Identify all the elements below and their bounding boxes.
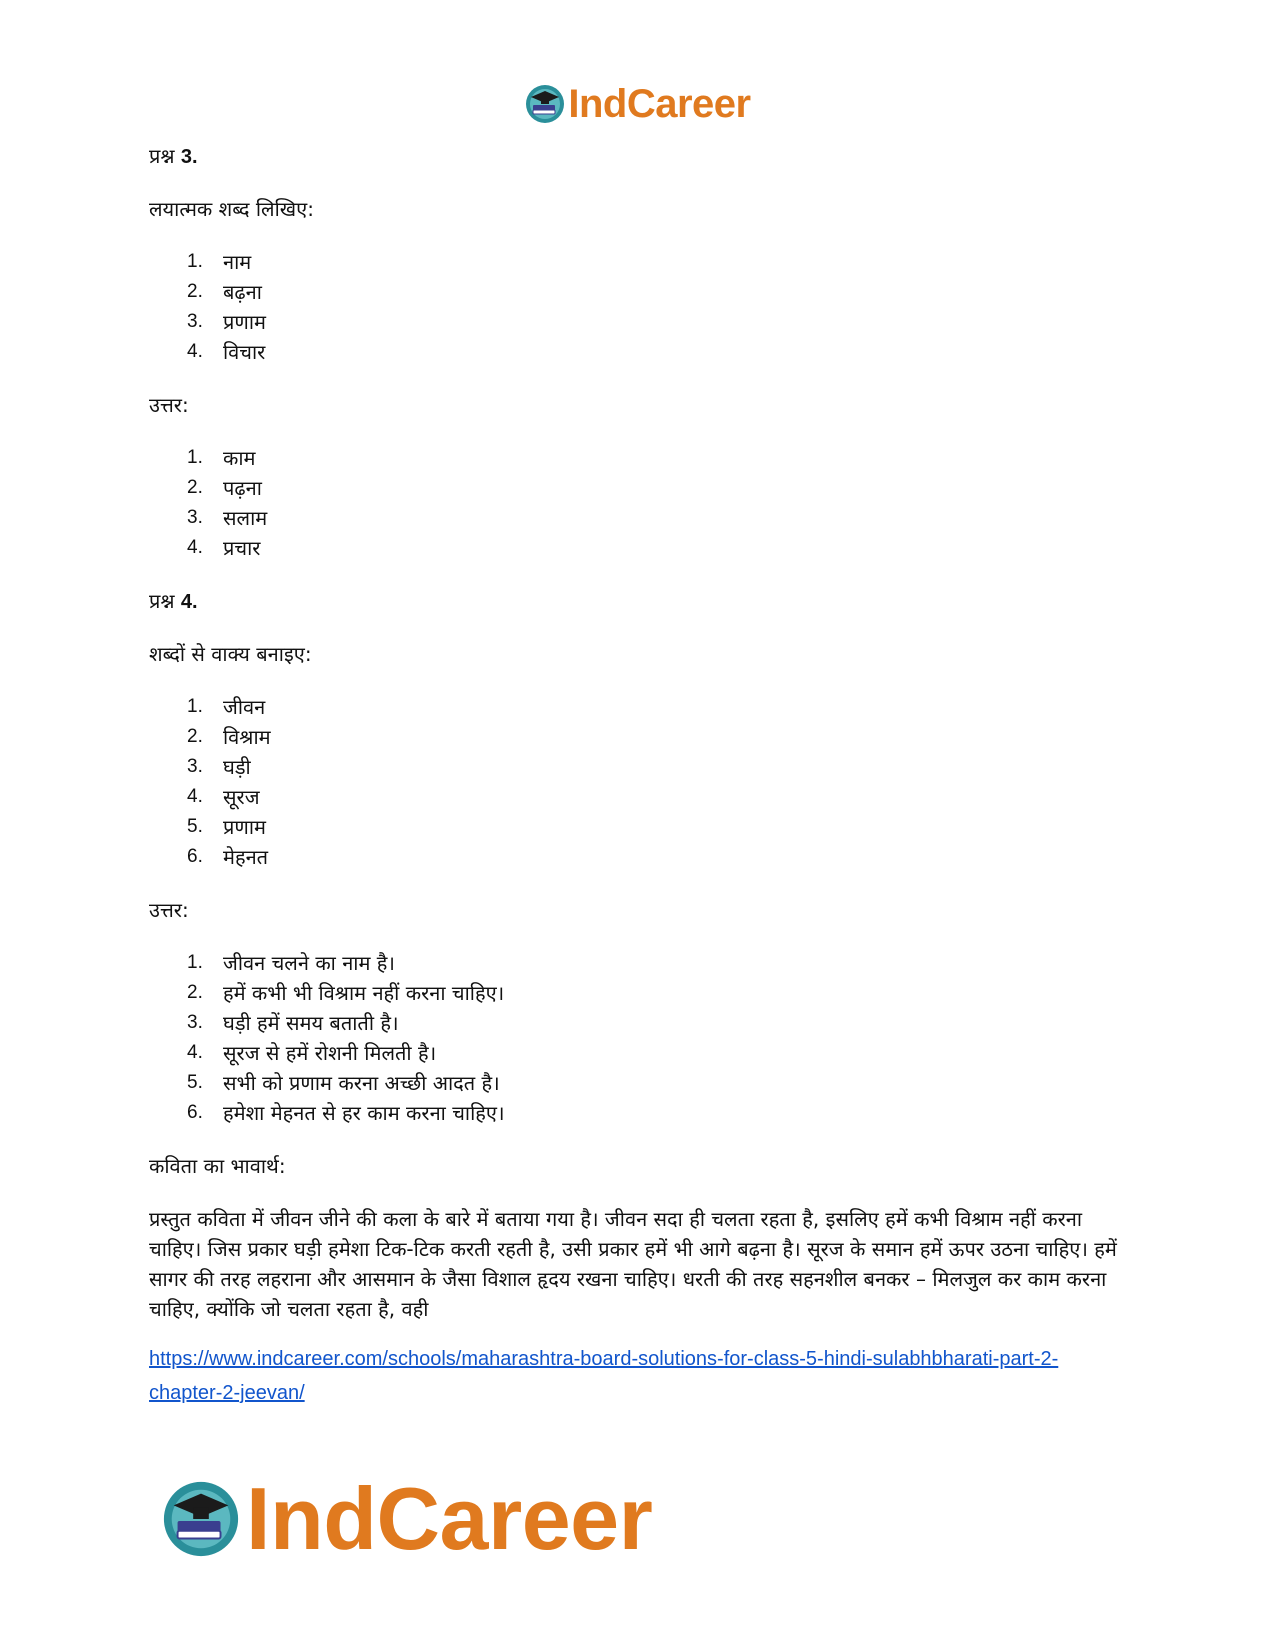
list-item [187,1068,1129,1098]
list-item [187,752,1129,782]
list-text: विचार [223,340,266,364]
list-text: सूरज [223,785,260,809]
list-number: 2. [187,281,203,302]
list-number: 1. [187,696,203,717]
footer-logo [160,1468,653,1568]
list-number: 1. [187,447,203,468]
list-item [187,307,1129,337]
list-number: 4. [187,1042,203,1063]
logo-text: IndCareer [568,81,751,126]
list-text: जीवन चलने का नाम है। [223,951,396,975]
list-number: 3. [187,1012,203,1033]
question-4-prompt: शब्दों से वाक्य बनाइए: [149,642,312,666]
question-number: 4. [180,591,198,613]
list-number: 3. [187,507,203,528]
question-number: 3. [180,146,198,168]
list-item [187,1098,1129,1128]
list-text: पढ़ना [223,476,262,500]
list-number: 1. [187,251,203,272]
list-text: प्रचार [223,536,261,560]
list-number: 4. [187,786,203,807]
list-text: मेहनत [223,845,269,869]
list-text: नाम [223,250,252,274]
list-item [187,337,1129,367]
question-3-answers [149,443,1129,563]
list-text: घड़ी [223,755,251,779]
list-number: 1. [187,952,203,973]
list-item [187,503,1129,533]
list-text: विश्राम [223,725,271,749]
list-number: 2. [187,726,203,747]
question-label: प्रश्न [149,144,175,168]
list-text: बढ़ना [223,280,262,304]
list-item [187,277,1129,307]
list-item [187,782,1129,812]
list-number: 4. [187,537,203,558]
list-number: 3. [187,311,203,332]
summary-heading: कविता का भावार्थ: [149,1154,286,1178]
list-text: सूरज से हमें रोशनी मिलती है। [223,1041,437,1065]
list-item [187,473,1129,503]
list-number: 4. [187,341,203,362]
list-item [187,247,1129,277]
list-number: 3. [187,756,203,777]
question-label: प्रश्न [149,589,175,613]
list-number: 6. [187,846,203,867]
list-text: सभी को प्रणाम करना अच्छी आदत है। [223,1071,500,1095]
list-text: प्रणाम [223,310,266,334]
list-item [187,842,1129,872]
list-item [187,692,1129,722]
summary-paragraph: प्रस्तुत कविता में जीवन जीने की कला के बारे में बताया गया है। जीवन सदा ही चलता रहता है, इसलिए हमें कभी विश्राम नहीं करना चाहिए। जिस प्रकार घड़ी हमेशा टिक-टिक करती रहती है, उसी प्रकार हमें भी आगे बढ़ना है। सूरज के समान हमें ऊपर उठना चाहिए। हमें सागर की तरह लहराना और आसमान के जैसा विशाल हृदय रखना चाहिए। धरती की तरह सहनशील बनकर – मिलजुल कर काम करना चाहिए, क्योंकि जो चलता रहता है, वही [149,1207,1117,1321]
list-item [187,948,1129,978]
list-text: हमेशा मेहनत से हर काम करना चाहिए। [223,1101,505,1125]
list-text: सलाम [223,506,268,530]
list-text: घड़ी हमें समय बताती है। [223,1011,399,1035]
list-number: 5. [187,816,203,837]
list-text: प्रणाम [223,815,266,839]
list-item [187,722,1129,752]
list-item [187,533,1129,563]
list-text: हमें कभी भी विश्राम नहीं करना चाहिए। [223,981,505,1005]
document-body [149,142,1129,1410]
graduation-cap-book-icon [524,83,566,125]
list-item [187,443,1129,473]
question-4-answer-label: उत्तर: [149,898,189,922]
graduation-cap-book-icon [160,1478,242,1560]
question-4-answers [149,948,1129,1128]
logo-text: IndCareer [246,1469,653,1568]
list-item [187,1008,1129,1038]
list-item [187,1038,1129,1068]
list-item [187,812,1129,842]
question-3-heading [149,142,1129,171]
list-number: 5. [187,1072,203,1093]
question-3-items [149,247,1129,367]
list-number: 2. [187,477,203,498]
list-text: काम [223,446,256,470]
question-4-heading [149,587,1129,616]
list-number: 2. [187,982,203,1003]
source-link[interactable]: https://www.indcareer.com/schools/maharashtra-board-solutions-for-class-5-hindi-sulabhbharati-part-2-chapter-2-jeevan/ [149,1348,1059,1404]
list-number: 6. [187,1102,203,1123]
list-text: जीवन [223,695,266,719]
question-4-items [149,692,1129,872]
list-item [187,978,1129,1008]
header-logo [0,78,1275,130]
question-3-prompt: लयात्मक शब्द लिखिए: [149,197,314,221]
question-3-answer-label: उत्तर: [149,393,189,417]
